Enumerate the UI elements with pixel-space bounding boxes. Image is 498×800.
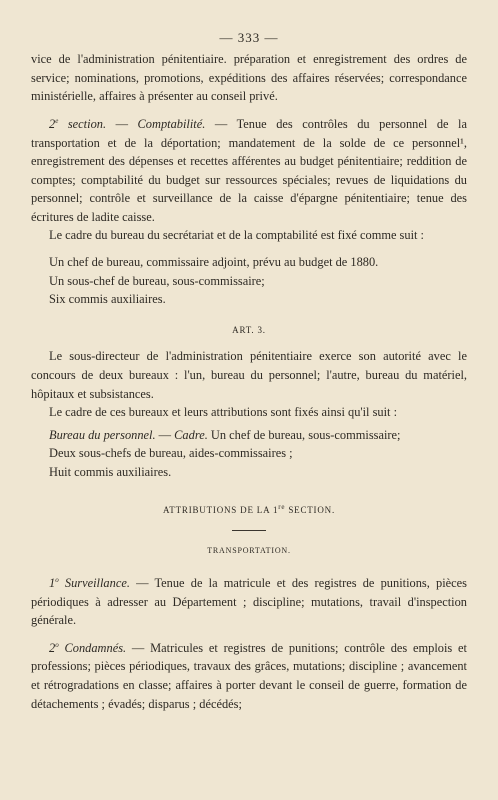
staff-line: Six commis auxiliaires.	[49, 292, 166, 307]
paragraph-surveillance: 1$^o$ Surveillance. — Tenue de la matricule et des registres de punitions, pièces périodiques à adresser au Département ; discipline; mutations, travail d'inspection générale.	[31, 575, 467, 628]
section-number: 2e section.	[49, 116, 107, 131]
body-text	[31, 50, 467, 713]
paragraph-condamnes: 2$^o$ Condamnés. — Matricules et registres de punitions; contrôle des emplois et professions; pièces périodiques, travaux des grâces, mutations; discipline ; avancement et rétrogradations en classe; affaires à porter devant le conseil de guerre, formation de détachements ; évadés; disparus ; décédés;	[31, 640, 467, 711]
page-number: — 333 —	[219, 30, 279, 45]
article-heading: ART. 3.	[232, 324, 266, 335]
staff-line: Un sous-chef de bureau, sous-commissaire;	[49, 273, 265, 288]
paragraph-continuation: vice de l'administration pénitentiaire. préparation et enregistrement des ordres de service; nominations, promotions, expéditions des affaires réservées; correspondance ministérielle, affaires à présenter au conseil privé.	[31, 52, 467, 104]
transportation-heading: TRANSPORTATION.	[207, 546, 291, 556]
section-title: Comptabilité.	[137, 116, 206, 131]
divider	[232, 530, 266, 531]
attributions-heading: ATTRIBUTIONS DE LA 1re SECTION.	[163, 502, 335, 515]
staff-line: Bureau du personnel. — Cadre. Un chef de bureau, sous-commissaire;	[49, 427, 401, 442]
paragraph-sous-directeur: Le sous-directeur de l'administration pénitentiaire exerce son autorité avec le concours de deux bureaux : l'un, bureau du personnel; l'autre, bureau du matériel, hôpitaux et subsistances.	[31, 349, 467, 401]
paragraph-comptabilite: 2e section. — Comptabilité. — Tenue des contrôles du personnel de la transportation et de la déportation; mandatement de la solde de ce personnel¹, enregistrement des dépenses et recettes afférentes au budget pénitentiaire; reddition de comptes; comptabilité du budget sur ressources spéciales; revues de liquidations du personnel; contrôle et surveillance de la caisse d'épargne pénitentiaire; tenue des écritures de ladite caisse.	[31, 116, 467, 224]
item-number: 1$^o$ Surveillance.	[49, 575, 130, 590]
staff-line: Deux sous-chefs de bureau, aides-commissaires ;	[49, 446, 293, 461]
item-number: 2$^o$ Condamnés.	[49, 640, 127, 655]
paragraph-attributions: Le cadre de ces bureaux et leurs attributions sont fixés ainsi qu'il suit :	[49, 405, 398, 420]
staff-line: Un chef de bureau, commissaire adjoint, prévu au budget de 1880.	[49, 255, 379, 270]
staff-line: Huit commis auxiliaires.	[49, 465, 172, 479]
paragraph-cadre: Le cadre du bureau du secrétariat et de la comptabilité est fixé comme suit :	[49, 228, 425, 243]
